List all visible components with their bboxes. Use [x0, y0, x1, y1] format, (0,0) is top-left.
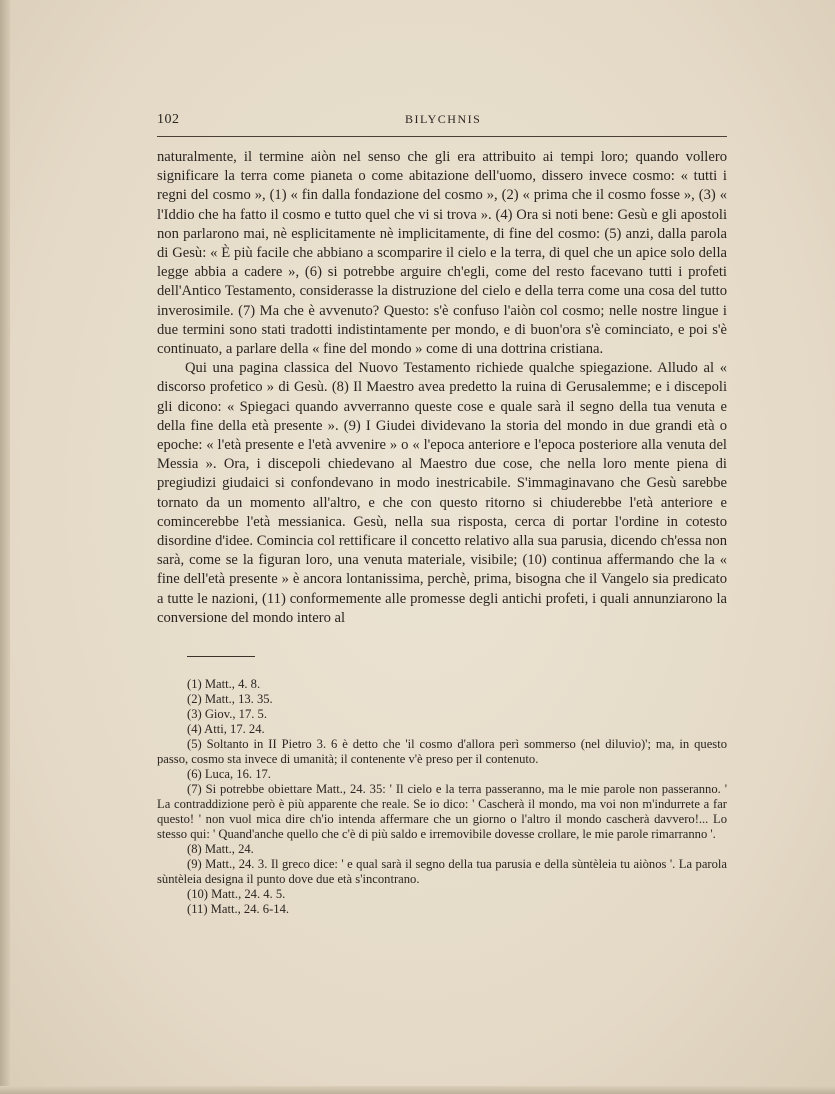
footnotes [157, 677, 727, 917]
footnote: (9) Matt., 24. 3. Il greco dice: ' e qual sarà il segno della tua parusia e della sùntèleia tu aiònos '. La parola sùntèleia designa il punto dove due età s'incontrano. [157, 857, 727, 886]
paragraph: Qui una pagina classica del Nuovo Testamento richiede qualche spiegazione. Alludo al « discorso profetico » di Gesù. (8) Il Maestro avea predetto la ruina di Gerusalemme; e i discepoli gli dicono: « Spiegaci quando avverranno queste cose e quale sarà il segno della tua venuta e della fine della età presente ». (9) I Giudei dividevano la storia del mondo in due grandi età o epoche: « l'età presente e l'età avvenire » o « l'epoca anteriore e l'epoca posteriore alla venuta del Messia ». Ora, i discepoli chiedevano al Maestro due cose, che nella loro mente piena di pregiudizi giudaici si confondevano in modo inestricabile. S'immaginavano che Gesù sarebbe tornato da un momento all'altro, e che con questo ritorno si chiuderebbe l'età anteriore e comincerebbe l'età messianica. Gesù, nella sua risposta, cerca di portar l'ordine in cotesto disordine d'idee. Comincia col rettificare il concetto relativo alla sua parusia, dicendo ch'essa non sarà, come se la figuran loro, una venuta materiale, visibile; (10) continua affermando che la « fine dell'età presente » è ancora lontanissima, perchè, prima, bisogna che il Vangelo sia predicato a tutte le nazioni, (11) conformemente alle promesse degli antichi profeti, i quali annunziarono la conversione del mondo intero al [157, 360, 727, 626]
footnote-separator [187, 656, 255, 657]
footnote: (5) Soltanto in II Pietro 3. 6 è detto che 'il cosmo d'allora perì sommerso (nel diluvio)'; ma, in questo passo, cosmo sta invece di umanità; il contenente v'è preso per il contenuto. [157, 737, 727, 766]
footnote: (4) Atti, 17. 24. [187, 722, 265, 736]
footnote: (6) Luca, 16. 17. [187, 767, 271, 781]
footnote: (11) Matt., 24. 6-14. [187, 902, 290, 916]
footnote: (2) Matt., 13. 35. [187, 692, 273, 706]
footnote: (10) Matt., 24. 4. 5. [187, 887, 286, 901]
page-number: 102 [157, 112, 180, 127]
footnote: (3) Giov., 17. 5. [187, 707, 267, 721]
footnote: (1) Matt., 4. 8. [187, 677, 261, 691]
running-header [157, 112, 727, 137]
running-title: BILYCHNIS [405, 112, 482, 126]
footnote: (7) Si potrebbe obiettare Matt., 24. 35: ' Il cielo e la terra passeranno, ma le mie parole non passeranno. ' La contraddizione però è più apparente che reale. Se io dico: ' Cascherà il mondo, ma voi non m'indurrete a far questo! ' non vuol mica dire ch'io intenda affermare che un giorno o l'altro il mondo cascherà davvero!... Lo stesso qui: ' Quand'anche quello che c'è di più saldo e irremovibile dovesse crollare, le mie parole rimarranno '. [157, 782, 727, 841]
page-edge-left [0, 0, 10, 1094]
footnote: (8) Matt., 24. [187, 842, 254, 856]
paragraph: naturalmente, il termine aiòn nel senso che gli era attribuito ai tempi loro; quando vollero significare la terra come pianeta o come abitazione dell'uomo, dissero invece cosmo: « tutti i regni del cosmo », (1) « fin dalla fondazione del cosmo », (2) « prima che il cosmo fosse », (3) « l'Iddio che ha fatto il cosmo e tutto quel che vi si trova ». (4) Ora si noti bene: Gesù e gli apostoli non parlarono mai, nè esplicitamente nè implicitamente, di fine del cosmo: (5) anzi, dalla parola di Gesù: « È più facile che abbiano a scomparire il cielo e la terra, di quel che un apice solo della legge abbia a cadere », (6) si potrebbe arguire ch'egli, come del resto facevano tutti i profeti dell'Antico Testamento, considerasse la distruzione del cielo e della terra come una cosa del tutto inverosimile. (7) Ma che è avvenuto? Questo: s'è confuso l'aiòn col cosmo; nelle nostre lingue i due termini sono stati tradotti indistintamente per mondo, e di buon'ora s'è cominciato, e poi s'è continuato, a parlare della « fine del mondo » come di una dottrina cristiana. [157, 149, 727, 358]
body-text [157, 148, 727, 628]
page-edge-bottom [0, 1086, 835, 1094]
